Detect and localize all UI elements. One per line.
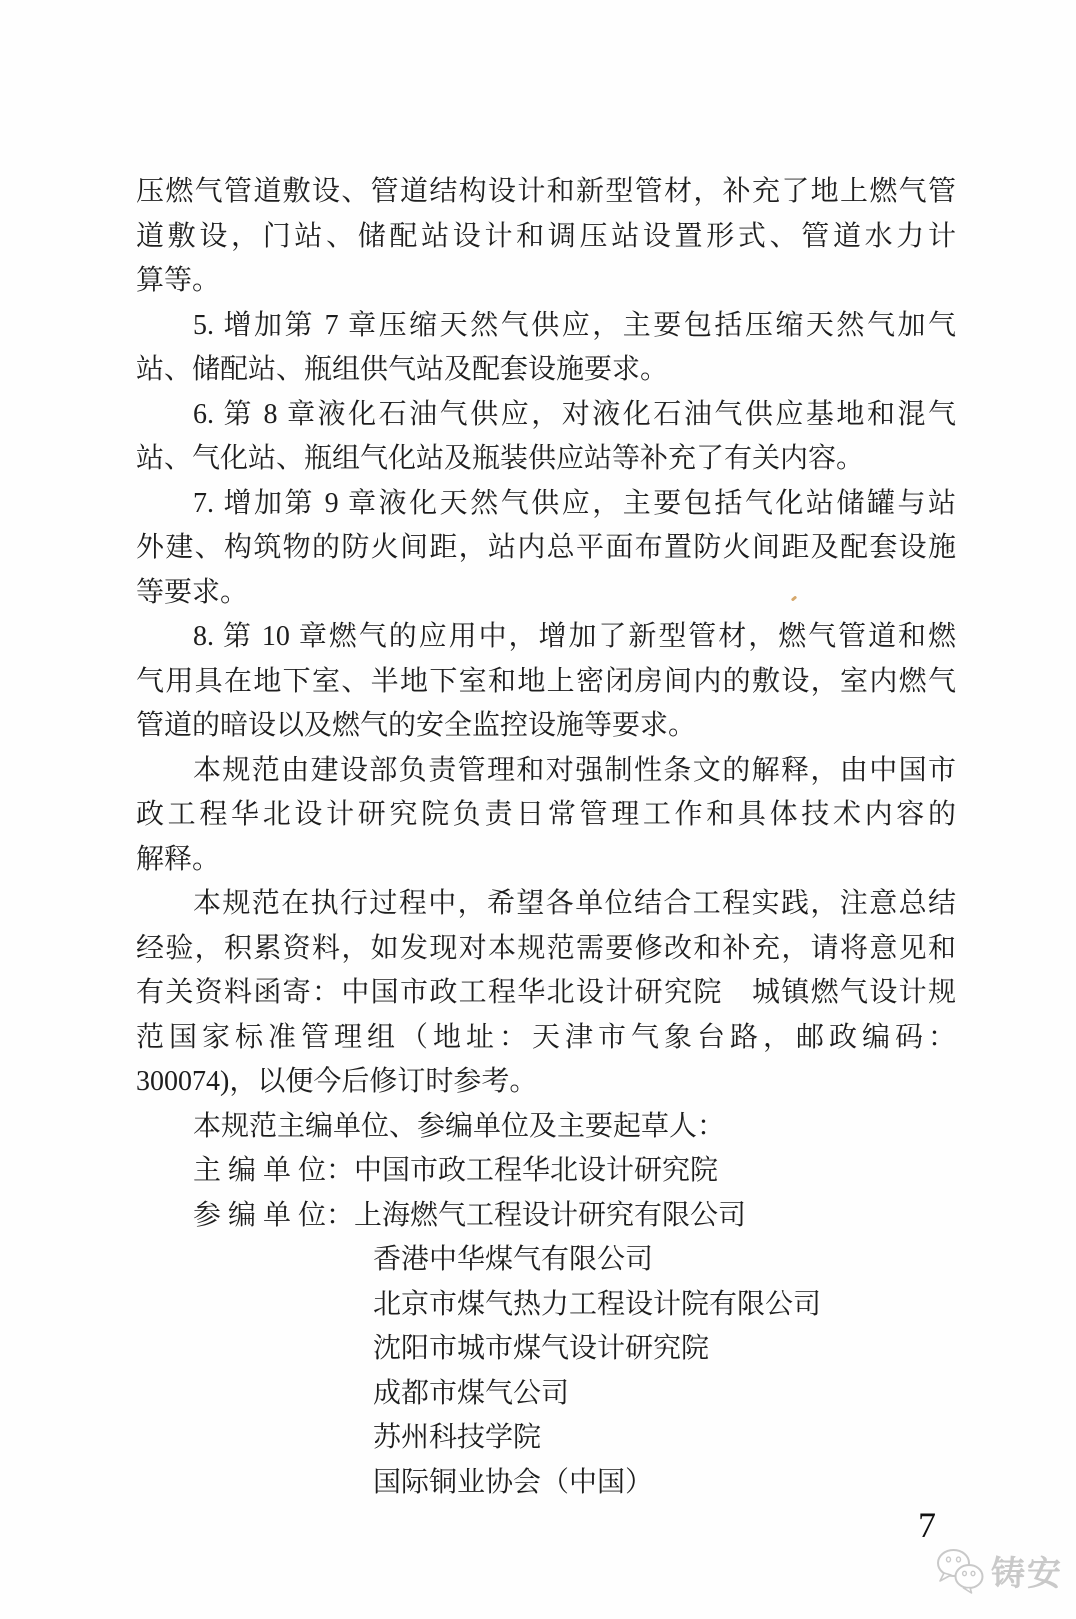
text-line: 本规范由建设部负责管理和对强制性条文的解释，由中国市 (193, 754, 956, 786)
text-line: 站、气化站、瓶组气化站及瓶装供应站等补充了有关内容。 (136, 443, 865, 474)
document-body (136, 170, 956, 1505)
text-line: 8. 第 10 章燃气的应用中，增加了新型管材，燃气管道和燃 (193, 621, 956, 652)
text-line: 沈阳市城市煤气设计研究院 (373, 1333, 710, 1364)
text-line: 算等。 (136, 265, 221, 296)
text-line: 范国家标准管理组（地址：天津市气象台路，邮政编码： (136, 1021, 956, 1053)
text-line: 道敷设，门站、储配站设计和调压站设置形式、管道水力计 (136, 220, 956, 252)
text-line: 本规范在执行过程中，希望各单位结合工程实践，注意总结 (193, 888, 956, 919)
text-line: 主 编 单 位：中国市政工程华北设计研究院 (193, 1155, 719, 1186)
text-line: 站、储配站、瓶组供气站及配套设施要求。 (136, 354, 669, 385)
text-line: 北京市煤气热力工程设计院有限公司 (373, 1288, 822, 1320)
text-line: 有关资料函寄：中国市政工程华北设计研究院 城镇燃气设计规 (136, 977, 956, 1008)
text-line: 参 编 单 位：上海燃气工程设计研究有限公司 (193, 1199, 747, 1231)
text-line: 管道的暗设以及燃气的安全监控设施等要求。 (136, 710, 697, 741)
text-line: 香港中华煤气有限公司 (373, 1244, 654, 1275)
text-line: 本规范主编单位、参编单位及主要起草人： (193, 1110, 726, 1142)
text-line: 7. 增加第 9 章液化天然气供应，主要包括气化站储罐与站 (193, 487, 956, 519)
text-line: 国际铜业协会（中国） (373, 1466, 654, 1498)
text-line: 压燃气管道敷设、管道结构设计和新型管材，补充了地上燃气管 (136, 176, 956, 207)
wechat-icon (936, 1548, 986, 1594)
page-number: 7 (918, 1505, 936, 1545)
text-line: 成都市煤气公司 (373, 1377, 570, 1409)
text-line: 政工程华北设计研究院负责日常管理工作和具体技术内容的 (136, 799, 956, 830)
text-line: 气用具在地下室、半地下室和地上密闭房间内的敷设，室内燃气 (136, 665, 956, 697)
watermark (936, 1546, 1063, 1595)
text-line: 外建、构筑物的防火间距，站内总平面布置防火间距及配套设施 (136, 532, 956, 563)
text-line: 解释。 (136, 843, 221, 875)
watermark-text: 铸安 (991, 1555, 1063, 1593)
text-line: 5. 增加第 7 章压缩天然气供应，主要包括压缩天然气加气 (193, 309, 956, 341)
text-line: 经验，积累资料，如发现对本规范需要修改和补充，请将意见和 (136, 932, 956, 964)
text-line: 等要求。 (136, 576, 249, 608)
text-line: 苏州科技学院 (373, 1422, 542, 1453)
text-line: 300074)，以便今后修订时参考。 (136, 1066, 538, 1097)
text-line: 6. 第 8 章液化石油气供应，对液化石油气供应基地和混气 (193, 398, 956, 430)
